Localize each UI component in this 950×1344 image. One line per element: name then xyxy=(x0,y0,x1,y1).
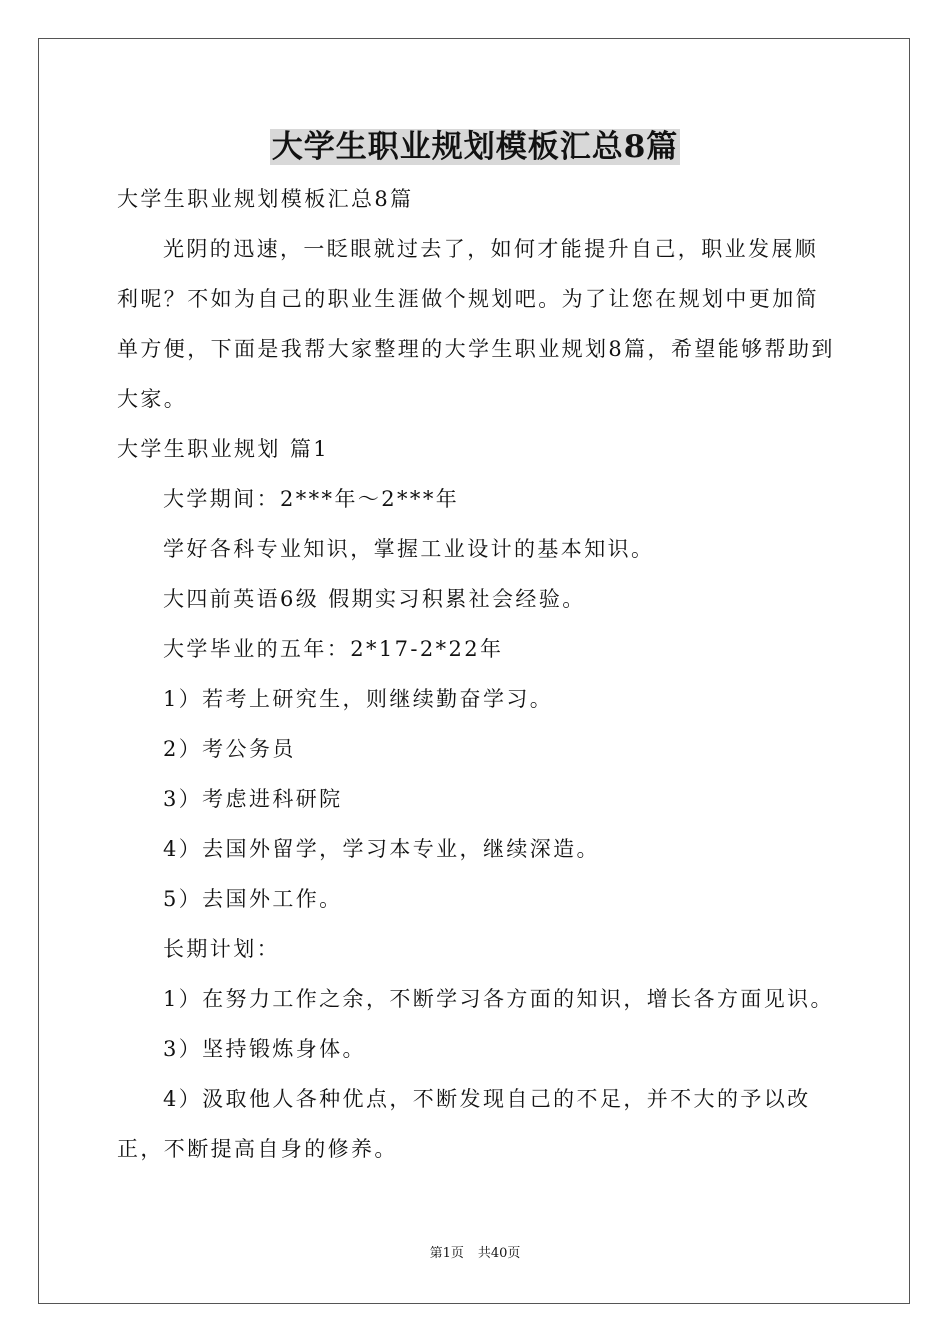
paragraph: 4）去国外留学，学习本专业，继续深造。 xyxy=(163,837,600,861)
paragraph: 1）若考上研究生，则继续勤奋学习。 xyxy=(163,687,554,711)
page-number-total: 共40页 xyxy=(477,1246,521,1261)
document-title xyxy=(0,126,950,168)
paragraph: 学好各科专业知识，掌握工业设计的基本知识。 xyxy=(163,537,655,561)
paragraph: 3）坚持锻炼身体。 xyxy=(163,1037,366,1061)
paragraph: 大学生职业规划模板汇总8篇 xyxy=(117,187,414,211)
paragraph: 大四前英语6级 假期实习积累社会经验。 xyxy=(163,587,586,611)
paragraph: 3）考虑进科研院 xyxy=(163,787,343,811)
document-body xyxy=(117,174,837,1174)
paragraph: 大学生职业规划 篇1 xyxy=(117,437,330,461)
paragraph: 1）在努力工作之余，不断学习各方面的知识，增长各方面见识。 xyxy=(163,987,834,1011)
page-footer xyxy=(0,1244,950,1264)
paragraph: 2）考公务员 xyxy=(163,737,296,761)
paragraph: 光阴的迅速，一眨眼就过去了，如何才能提升自己，职业发展顺利呢？不如为自己的职业生涯做个规划吧。为了让您在规划中更加简单方便，下面是我帮大家整理的大学生职业规划8篇，希望能够帮助到大家。 xyxy=(117,237,835,411)
document-title-text: 大学生职业规划模板汇总8篇 xyxy=(271,129,679,165)
paragraph: 4）汲取他人各种优点，不断发现自己的不足，并不大的予以改正，不断提高自身的修养。 xyxy=(117,1087,811,1161)
paragraph: 5）去国外工作。 xyxy=(163,887,343,911)
paragraph: 大学期间：2***年～2***年 xyxy=(163,487,460,511)
paragraph: 大学毕业的五年：2*17-2*22年 xyxy=(163,637,504,661)
page-number-current: 第1页 xyxy=(429,1246,464,1261)
paragraph: 长期计划： xyxy=(163,937,280,961)
